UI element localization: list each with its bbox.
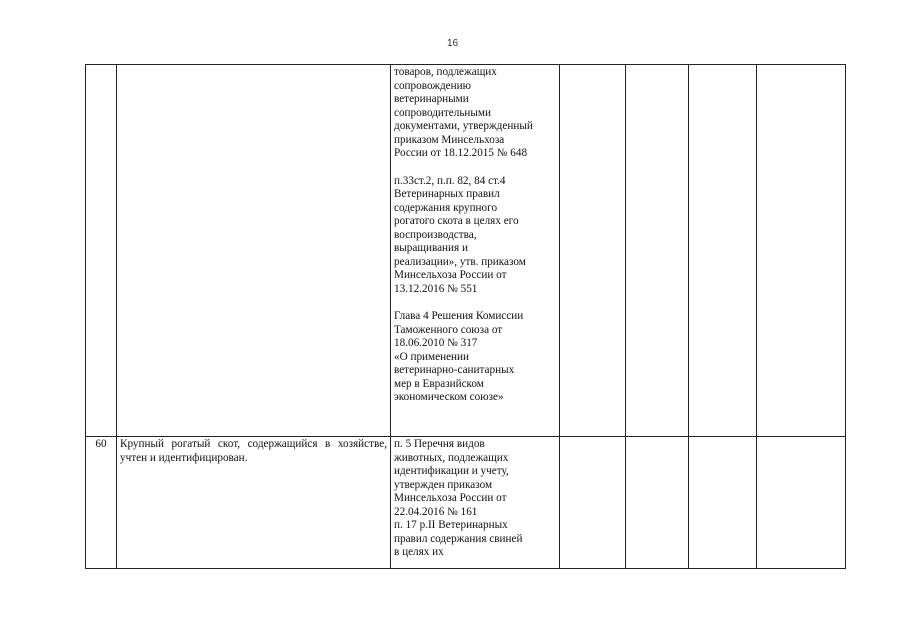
answer-cell-not-applicable (689, 437, 757, 569)
answer-cell-no (626, 437, 689, 569)
notes-cell (757, 437, 846, 569)
answer-cell-no (626, 65, 689, 437)
legal-reference-text: Глава 4 Решения Комиссии Таможенного союза от 18.06.2010 № 317 «О применении ветеринарно-санитарных мер в Евразийском экономическом союзе» (394, 310, 524, 403)
answer-cell-yes (560, 437, 626, 569)
table-row (86, 437, 846, 569)
checklist-table (85, 64, 846, 569)
requirement-cell (117, 437, 391, 569)
legal-reference-text: п.33ст.2, п.п. 82, 84 ст.4 Ветеринарных правил содержания крупного рогатого скота в целях его воспроизводства, выращивания и реализации», утв. приказом Минсельхоза России от 13.12.2016 № 551 (394, 174, 526, 295)
requirement-text: Крупный рогатый скот, содержащийся в хозяйстве, учтен и идентифицирован. (120, 438, 387, 464)
row-number-cell: 60 (86, 437, 117, 569)
table-row (86, 65, 846, 437)
answer-cell-yes (560, 65, 626, 437)
page-number: 16 (446, 38, 459, 49)
answer-cell-not-applicable (689, 65, 757, 437)
row-number-cell (86, 65, 117, 437)
legal-reference-cell (391, 437, 560, 569)
requirement-cell (117, 65, 391, 437)
legal-reference-cell (391, 65, 560, 437)
legal-reference-text: п. 17 р.II Ветеринарных правил содержания свиней в целях их (394, 519, 523, 558)
legal-reference-text: товаров, подлежащих сопровождению ветеринарными сопроводительными документами, утвержденный приказом Минсельхоза России от 18.12.2015 № 648 (394, 66, 533, 159)
legal-reference-text: п. 5 Перечня видов животных, подлежащих идентификации и учету, утвержден приказом Минсельхоза России от 22.04.2016 № 161 (394, 438, 509, 518)
notes-cell (757, 65, 846, 437)
